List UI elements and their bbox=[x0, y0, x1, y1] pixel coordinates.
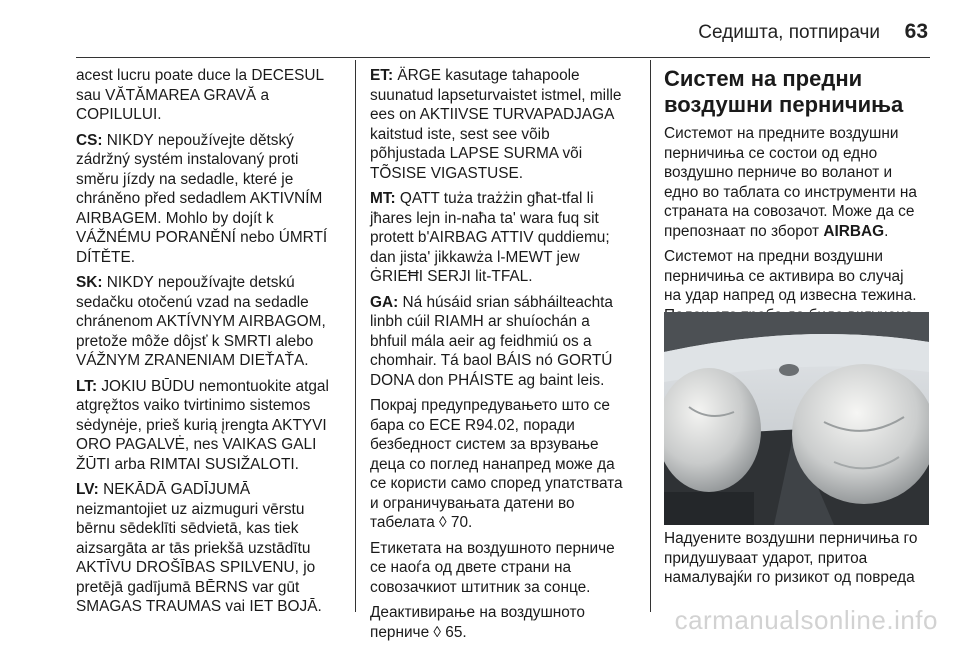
column-divider-2 bbox=[650, 60, 651, 612]
text-column-2 bbox=[370, 66, 640, 648]
language-code: GA: bbox=[370, 293, 399, 311]
section-heading: Систем на предни воздушни перничиња bbox=[664, 66, 904, 117]
language-code: ET: bbox=[370, 67, 394, 84]
paragraph: MT: QATT tuża trażżin għat-tfal li jħares lejn in-naħa ta' wara fuq sit protett b'AIRBAG ATTIV quddiemu; dan jista' jikkawża l-MEWT jew ĠRIEĦI SERJI lit-TFAL. bbox=[370, 190, 610, 285]
page-number: 63 bbox=[904, 20, 928, 43]
paragraph: Деактивирање на воздушното перниче ◊ 65. bbox=[370, 604, 585, 641]
paragraph: GA: Ná húsáid srian sábháilteachta linbh cúil RIAMH ar shuíochán a bhfuil mála aeir ag feidhmiú os a chomhair. Tá baol BÁIS nó GORTÚ DONA don PHÁISTE ag baint leis. bbox=[370, 293, 613, 389]
paragraph: ET: ÄRGE kasutage tahapoole suunatud lapseturvaistet istmel, mille ees on AKTIIVSE TURVAPADJAGA kaitstud iste, sest see võib põhjustada LAPSE SURMA või TÕSISE VIGASTUSE. bbox=[370, 67, 622, 182]
paragraph: Етикетата на воздушното перниче се наоѓа од двете страни на совозачкиот штитник за сонце. bbox=[370, 539, 615, 596]
language-code: SK: bbox=[76, 274, 103, 291]
paragraph: Покрај предупредувањето што се бара со ECE R94.02, поради безбедност систем за врзување деца со поглед нанапред може да се користи само според упатствата и ограничувањата датени во табелата ◊ 70. bbox=[370, 397, 623, 531]
page-header bbox=[0, 0, 960, 58]
text-column-3 bbox=[664, 66, 930, 331]
language-code: LT: bbox=[76, 377, 98, 395]
paragraph: Системот на предни воздушни перничиња се активира во случај на удар напред од извесна тежина. bbox=[664, 248, 917, 304]
airbag-label: AIRBAG bbox=[823, 222, 885, 240]
section-title: Седишта, потпирачи bbox=[698, 22, 880, 43]
illustration-caption: Надуените воздушни перничиња го придушуваат ударот, притоа намалувајќи го ризикот од повреда bbox=[664, 530, 918, 586]
language-code: MT: bbox=[370, 190, 396, 207]
watermark: carmanualsonline.info bbox=[674, 605, 938, 635]
paragraph: Системот на предните воздушни перничиња се состои од едно воздушно перниче во воланот и едно во таблата со инструменти на страната на совозачот. Може да се препознаат по зборот AIRBAG. bbox=[664, 125, 917, 240]
paragraph: LT: JOKIU BŪDU nemontuokite atgal atgręžtos vaiko tvirtinimo sistemos sėdynėje, prieš kurią įrengta AKTYVI ORO PAGALVĖ, nes VAIKAS GALI ŽŪTI arba RIMTAI SUSIŽALOTI. bbox=[76, 377, 329, 473]
language-code: CS: bbox=[76, 131, 103, 149]
text-column-1 bbox=[76, 66, 348, 623]
column-divider-1 bbox=[355, 60, 356, 612]
airbag-illustration bbox=[664, 312, 929, 525]
paragraph: acest lucru poate duce la DECESUL sau VĂTĂMAREA GRAVĂ a COPILULUI. bbox=[76, 67, 325, 123]
paragraph: LV: NEKĀDĀ GADĪJUMĀ neizmantojiet uz aizmuguri vērstu bērnu sēdeklīti sēdvietā, kas tiek aizsargāta ar tās priekšā uzstādītu AKTĪVU DROŠĪBAS SPILVENU, jo pretējā gadījumā BĒRNS var gūt SMAGAS TRAUMAS vai IET BOJĀ. bbox=[76, 481, 322, 615]
airbag-illustration-graphic bbox=[664, 312, 929, 525]
language-code: LV: bbox=[76, 481, 99, 498]
header-divider bbox=[76, 57, 930, 58]
paragraph: CS: NIKDY nepoužívejte dětský zádržný systém instalovaný proti směru jízdy na sedadle, které je chráněno před sedadlem AKTIVNÍM AIRBAGEM. Mohlo by dojít k VÁŽNÉMU PORANĚNÍ nebo ÚMRTÍ DÍTĚTE. bbox=[76, 131, 328, 266]
paragraph: SK: NIKDY nepoužívajte detskú sedačku otočenú vzad na sedadle chránenom AKTÍVNYM AIRBAGOM, pretože môže dôjsť k SMRTI alebo VÁŽNYM ZRANENIAM DIEŤAŤA. bbox=[76, 274, 326, 369]
